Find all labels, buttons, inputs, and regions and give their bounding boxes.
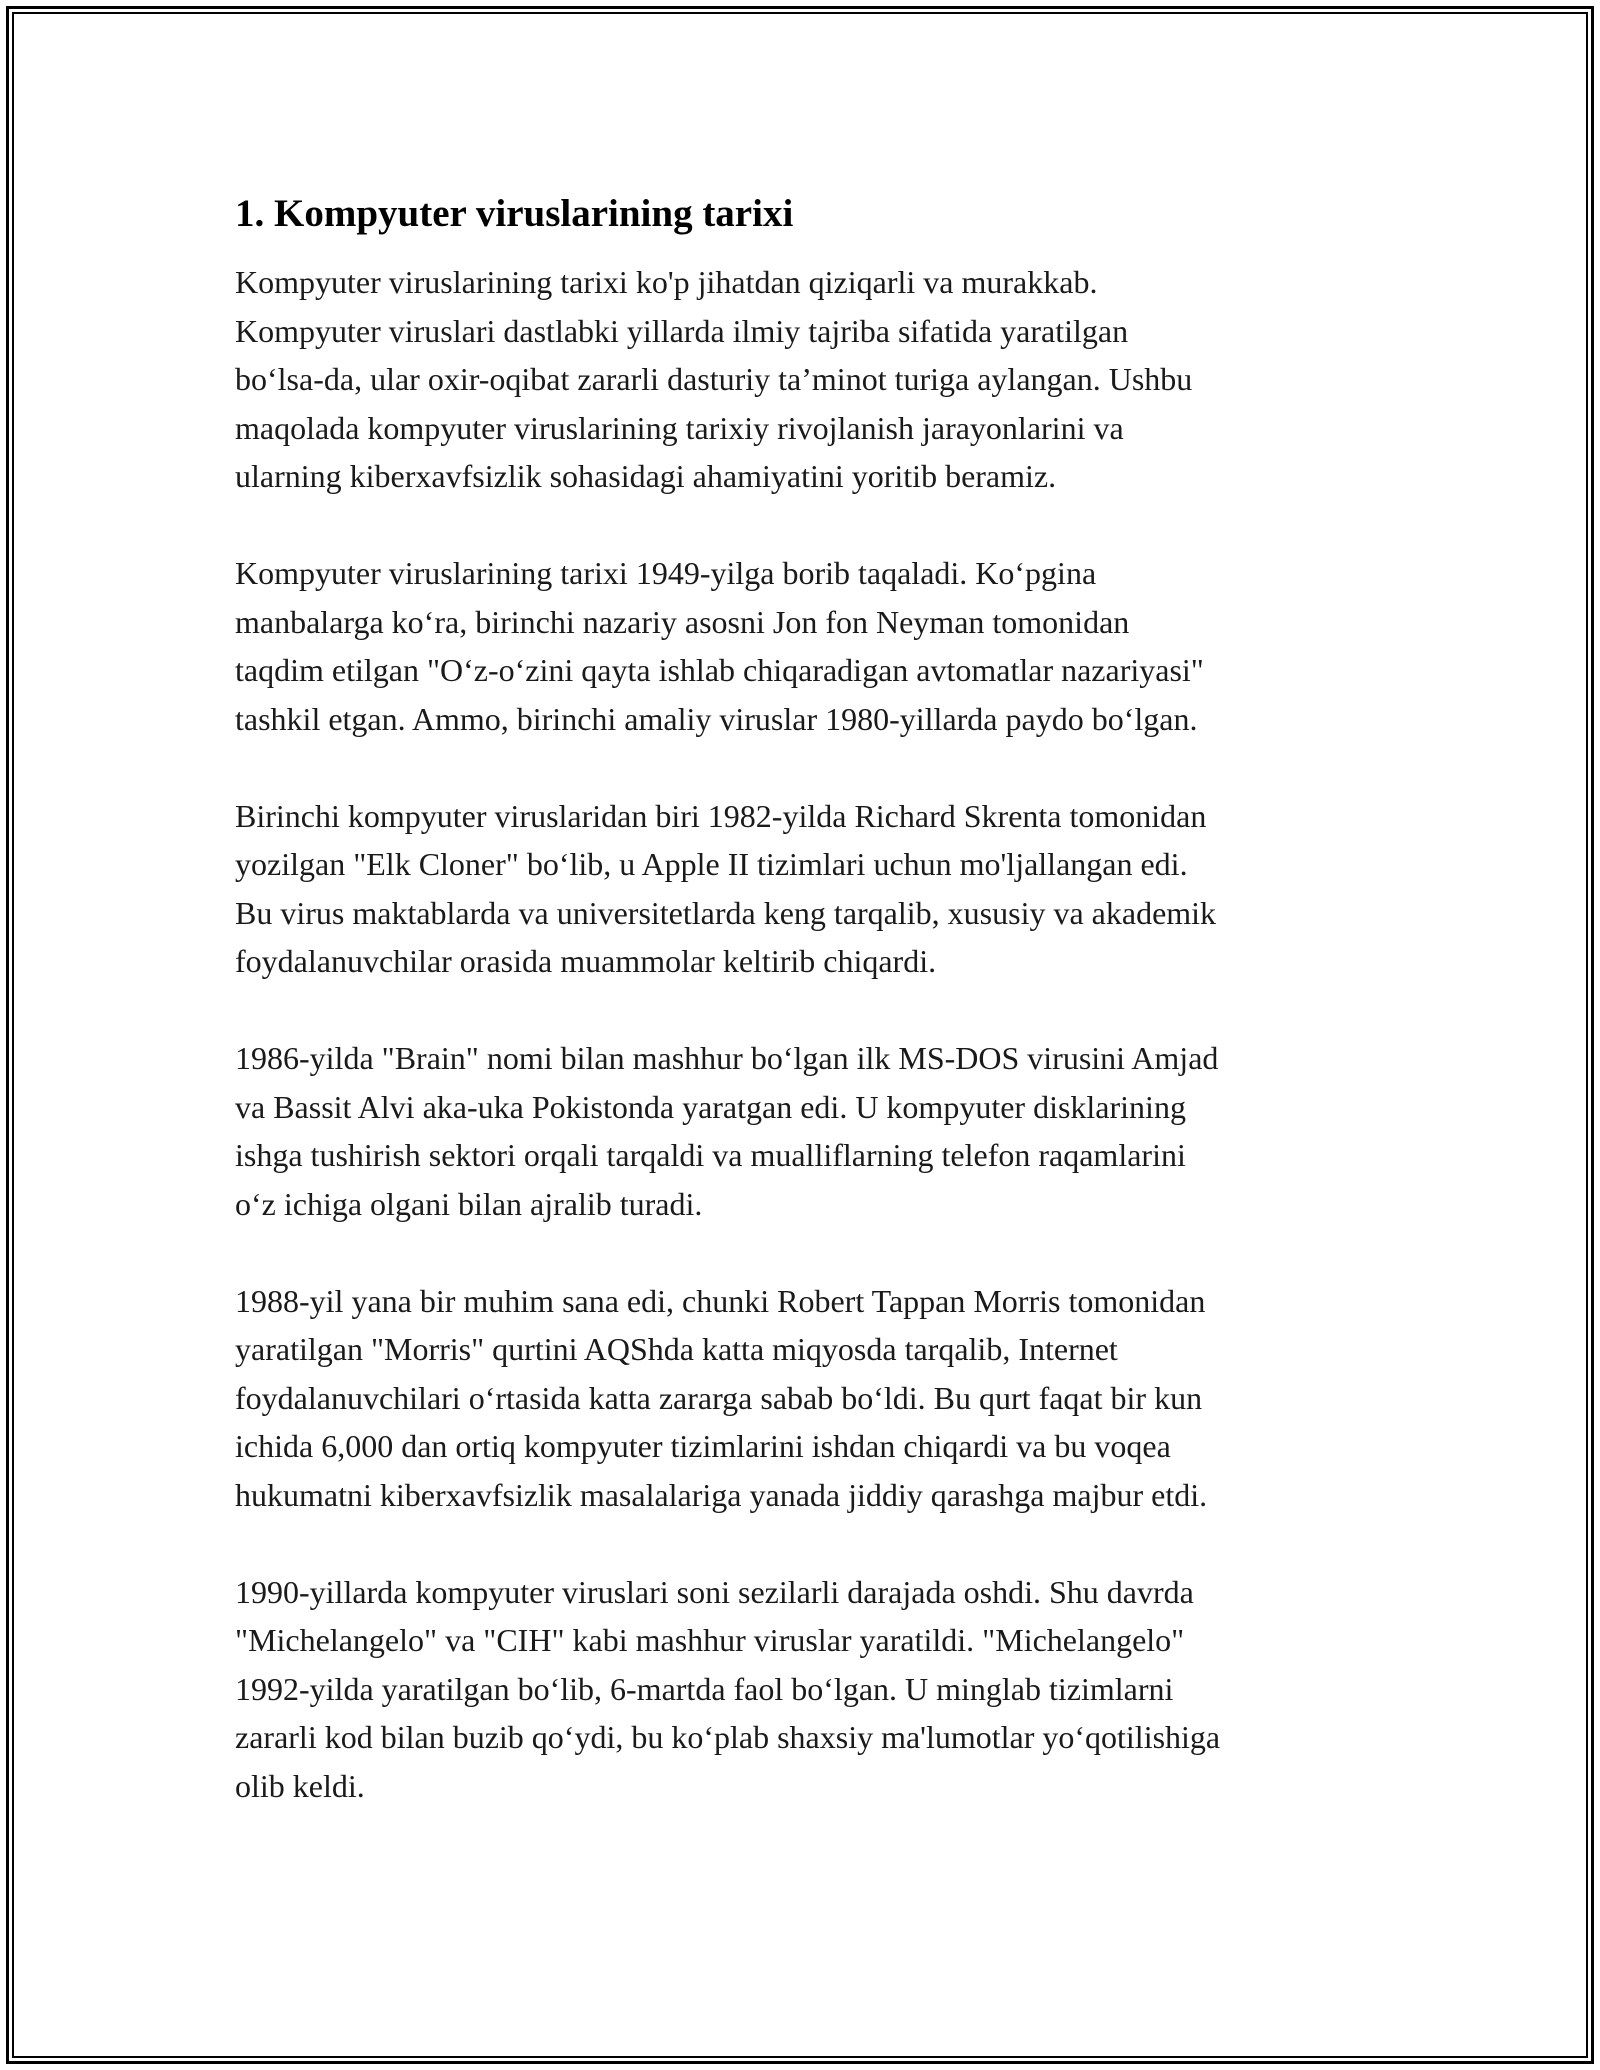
text-line: maqolada kompyuter viruslarining tarixiy rivojlanish jarayonlarini va: [235, 409, 1124, 446]
text-line: yaratilgan "Morris" qurtini AQShda katta miqyosda tarqalib, Internet: [235, 1331, 1118, 1367]
text-line: yozilgan "Elk Cloner" bo‘lib, u Apple II tizimlari uchun mo'ljallangan edi.: [235, 846, 1188, 882]
text-line: olib keldi.: [235, 1767, 365, 1804]
text-line: 1988-yil yana bir muhim sana edi, chunki Robert Tappan Morris tomonidan: [235, 1282, 1206, 1319]
paragraph-1988: [235, 1277, 1375, 1520]
text-line: 1986-yilda "Brain" nomi bilan mashhur bo‘lgan ilk MS-DOS virusini Amjad: [235, 1040, 1219, 1076]
text-line: va Bassit Alvi aka-uka Pokistonda yaratgan edi. U kompyuter disklarining: [235, 1088, 1186, 1125]
text-line: tashkil etgan. Ammo, birinchi amaliy viruslar 1980-yillarda paydo bo‘lgan.: [235, 700, 1198, 737]
text-line: foydalanuvchilar orasida muammolar keltirib chiqardi.: [235, 943, 937, 979]
page-title: 1. Kompyuter viruslarining tarixi: [235, 192, 794, 235]
text-line: ishga tushirish sektori orqali tarqaldi va mualliflarning telefon raqamlarini: [235, 1137, 1186, 1173]
text-line: foydalanuvchilari o‘rtasida katta zararga sabab bo‘ldi. Bu qurt faqat bir kun: [235, 1379, 1203, 1416]
text-line: ichida 6,000 dan ortiq kompyuter tizimlarini ishdan chiqardi va bu voqea: [235, 1428, 1171, 1464]
text-line: taqdim etilgan "O‘z-o‘zini qayta ishlab chiqaradigan avtomatlar nazariyasi": [235, 652, 1204, 688]
text-line: ularning kiberxavfsizlik sohasidagi ahamiyatini yoritib beramiz.: [235, 458, 1057, 494]
text-line: Kompyuter viruslari dastlabki yillarda ilmiy tajriba sifatida yaratilgan: [235, 312, 1129, 349]
text-line: Kompyuter viruslarining tarixi ko'p jihatdan qiziqarli va murakkab.: [235, 264, 1098, 300]
text-line: o‘z ichiga olgani bilan ajralib turadi.: [235, 1185, 703, 1222]
text-line: 1992-yilda yaratilgan bo‘lib, 6-martda faol bo‘lgan. U minglab tizimlarni: [235, 1670, 1174, 1707]
paragraph-1986: [235, 1034, 1375, 1228]
text-line: hukumatni kiberxavfsizlik masalalariga yanada jiddiy qarashga majbur etdi.: [235, 1476, 1208, 1513]
document-body: [235, 188, 1375, 1859]
paragraph-1949: [235, 549, 1375, 743]
text-line: "Michelangelo" va "CIH" kabi mashhur viruslar yaratildi. "Michelangelo": [235, 1622, 1185, 1658]
text-line: Bu virus maktablarda va universitetlarda keng tarqalib, xususiy va akademik: [235, 894, 1217, 931]
paragraph-1990s: [235, 1568, 1375, 1811]
text-line: zararli kod bilan buzib qo‘ydi, bu ko‘plab shaxsiy ma'lumotlar yo‘qotilishiga: [235, 1719, 1221, 1755]
text-line: Kompyuter viruslarining tarixi 1949-yilga borib taqaladi. Ko‘pgina: [235, 555, 1097, 591]
paragraph-1982: [235, 792, 1375, 986]
paragraph-intro: [235, 258, 1375, 501]
text-line: manbalarga ko‘ra, birinchi nazariy asosni Jon fon Neyman tomonidan: [235, 603, 1130, 640]
text-line: bo‘lsa-da, ular oxir-oqibat zararli dasturiy ta’minot turiga aylangan. Ushbu: [235, 361, 1193, 397]
text-line: Birinchi kompyuter viruslaridan biri 1982-yilda Richard Skrenta tomonidan: [235, 797, 1207, 834]
text-line: 1990-yillarda kompyuter viruslari soni sezilarli darajada oshdi. Shu davrda: [235, 1573, 1194, 1610]
